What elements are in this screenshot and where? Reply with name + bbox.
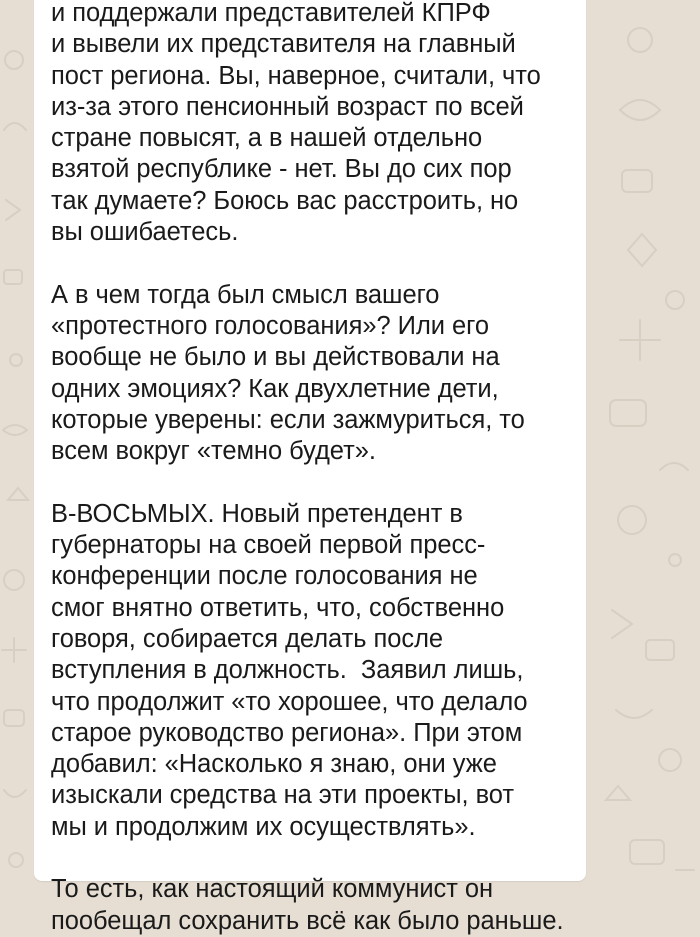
message-line: пост региона. Вы, наверное, считали, что (51, 61, 541, 90)
message-bubble[interactable] (34, 0, 586, 935)
paragraph-gap (51, 248, 577, 279)
paragraph-gap (51, 467, 577, 498)
paragraph-gap (51, 843, 577, 874)
message-line: так думаете? Боюсь вас расстроить, но (51, 186, 519, 215)
message-line: всем вокруг «темно будет». (51, 437, 376, 466)
message-line: мы и продолжим их осуществлять». (51, 812, 476, 841)
message-line: пообещал сохранить всё как было раньше. (51, 906, 564, 935)
message-line: старое руководство региона». При этом (51, 718, 523, 747)
message-line: То есть, как настоящий коммунист он (51, 875, 494, 904)
message-line: вообще не было и вы действовали на (51, 343, 500, 372)
message-line: вступления в должность. Заявил лишь, (51, 656, 524, 685)
message-line: и вывели их представителя на главный (51, 30, 516, 59)
message-line: А в чем тогда был смысл вашего (51, 280, 440, 309)
message-line: взятой республике - нет. Вы до сих пор (51, 155, 512, 184)
message-line: конференции после голосования не (51, 562, 478, 591)
message-line: одних эмоциях? Как двухлетние дети, (51, 374, 499, 403)
message-line: стране повысят, а в нашей отдельно (51, 124, 483, 153)
message-line: изыскали средства на эти проекты, вот (51, 781, 515, 810)
message-line: которые уверены: если зажмуриться, то (51, 405, 525, 434)
message-line: вы ошибаетесь. (51, 218, 239, 247)
message-line: что продолжит «то хорошее, что делало (51, 687, 528, 716)
message-text (51, 0, 577, 937)
message-line: «протестного голосования»? Или его (51, 311, 489, 340)
message-line: В-ВОСЬМЫХ. Новый претендент в (51, 499, 463, 528)
message-line: губернаторы на своей первой пресс- (51, 531, 486, 560)
message-line: добавил: «Насколько я знаю, они уже (51, 750, 497, 779)
message-line: из-за этого пенсионный возраст по всей (51, 92, 524, 121)
message-line: и поддержали представителей КПРФ (51, 0, 491, 27)
message-line: говоря, собирается делать после (51, 624, 444, 653)
message-line: смог внятно ответить, что, собственно (51, 593, 505, 622)
